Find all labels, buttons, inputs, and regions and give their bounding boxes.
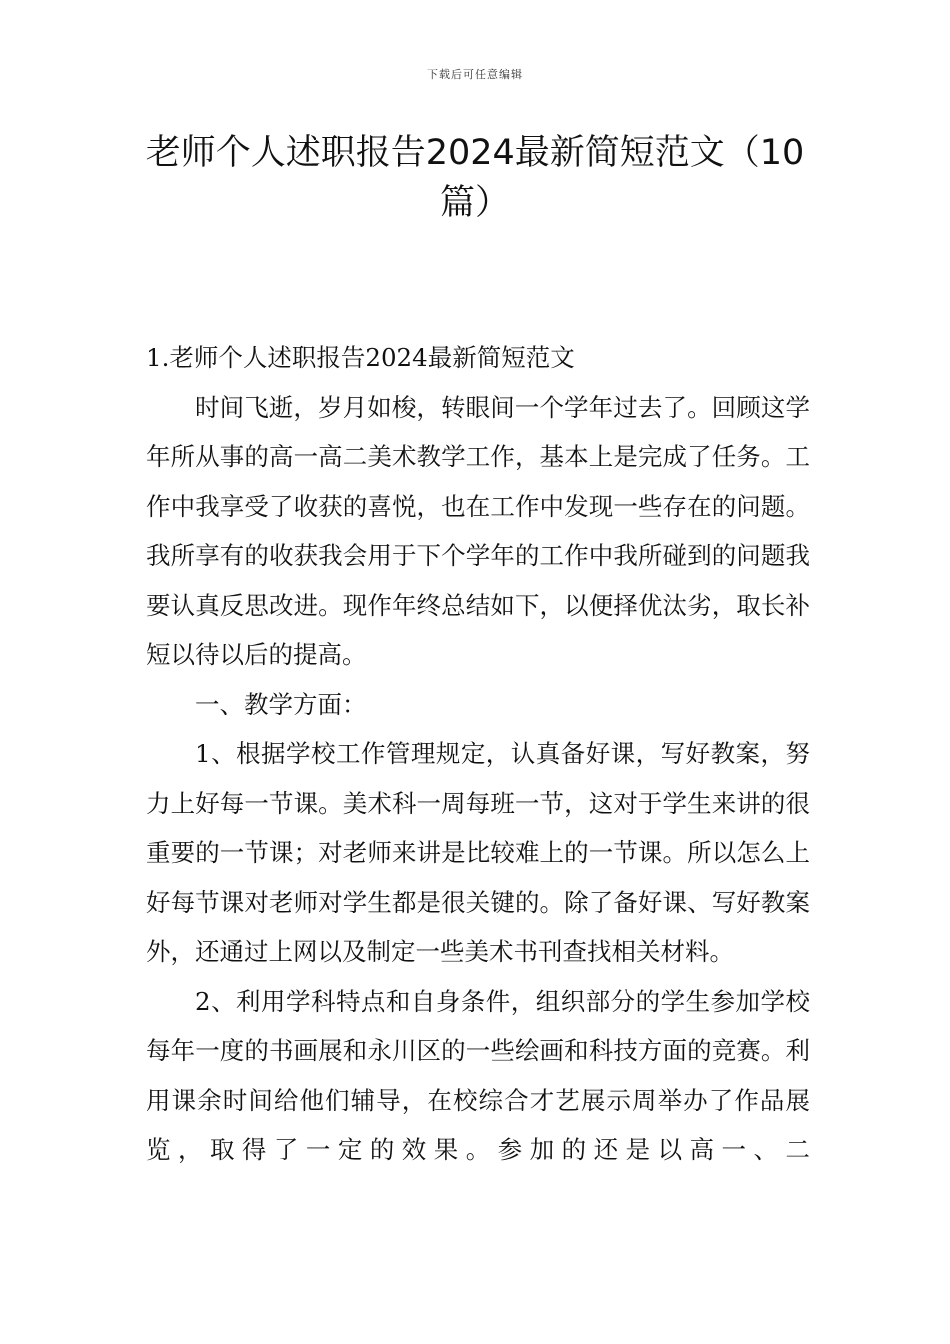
- paragraph: 2、利用学科特点和自身条件，组织部分的学生参加学校每年一度的书画展和永川区的一些绘画和科技方面的竞赛。利用课余时间给他们辅导，在校综合才艺展示周举办了作品展览，取得了一定的效果。参加的还是以高一、二: [146, 986, 810, 1164]
- header-note: 下载后可任意编辑: [427, 68, 523, 81]
- paragraph: 1、根据学校工作管理规定，认真备好课，写好教案，努力上好每一节课。美术科一周每班一节，这对于学生来讲的很重要的一节课；对老师来讲是比较难上的一节课。所以怎么上好每节课对老师对学生都是很关键的。除了备好课、写好教案外，还通过上网以及制定一些美术书刊查找相关材料。: [146, 739, 810, 966]
- document-body: [146, 333, 810, 1175]
- section-heading: 1.老师个人述职报告2024最新简短范文: [146, 343, 575, 372]
- paragraph-subheading: 一、教学方面：: [195, 689, 367, 719]
- document-title: 老师个人述职报告2024最新简短范文（10篇）: [145, 133, 805, 223]
- paragraph: 时间飞逝，岁月如梭，转眼间一个学年过去了。回顾这学年所从事的高一高二美术教学工作，基本上是完成了任务。工作中我享受了收获的喜悦，也在工作中发现一些存在的问题。我所享有的收获我会用于下个学年的工作中我所碰到的问题我要认真反思改进。现作年终总结如下，以便择优汰劣，取长补短以待以后的提高。: [146, 392, 810, 669]
